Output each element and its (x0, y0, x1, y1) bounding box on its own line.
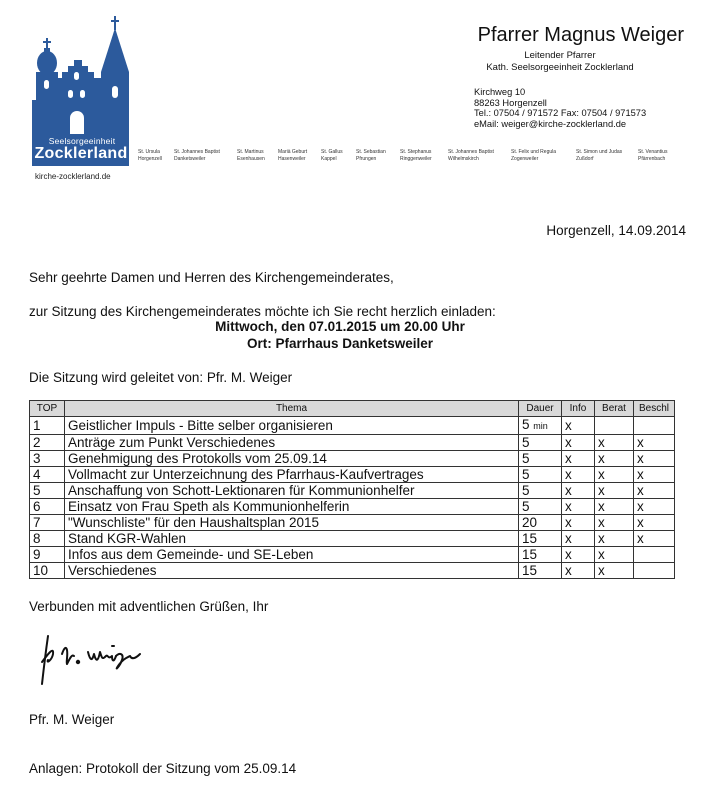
agenda-thema: Einsatz von Frau Speth als Kommunionhelferin (65, 499, 519, 515)
agenda-row (30, 515, 675, 531)
agenda-info: x (562, 499, 595, 515)
agenda-info: x (562, 515, 595, 531)
agenda-thema: Anträge zum Punkt Verschiedenes (65, 435, 519, 451)
logo-text-line1: Seelsorgeeinheit (48, 136, 116, 146)
header-berat: Berat (595, 401, 634, 417)
agenda-berat: x (595, 563, 634, 579)
agenda-row (30, 531, 675, 547)
agenda-dauer: 5 (519, 499, 562, 515)
address-block (474, 87, 646, 129)
agenda-info: x (562, 483, 595, 499)
agenda-thema: Infos aus dem Gemeinde- und SE-Leben (65, 547, 519, 563)
address-city: 88263 Horgenzell (474, 97, 547, 108)
signature (36, 632, 176, 687)
agenda-thema: Geistlicher Impuls - Bitte selber organisieren (65, 417, 519, 435)
agenda-thema: Genehmigung des Protokolls vom 25.09.14 (65, 451, 519, 467)
agenda-beschl (634, 563, 675, 579)
address-email[interactable]: eMail: weiger@kirche-zocklerland.de (474, 118, 627, 129)
agenda-dauer: 15 (519, 563, 562, 579)
agenda-dauer: 5 (519, 467, 562, 483)
agenda-dauer: 5 (519, 435, 562, 451)
agenda-thema: Stand KGR-Wahlen (65, 531, 519, 547)
pastor-name: Pfarrer Magnus Weiger (477, 24, 684, 46)
parish-item: St. Simon und Judas Zußdorf (576, 149, 623, 162)
agenda-row (30, 435, 675, 451)
signer-name: Pfr. M. Weiger (29, 712, 115, 727)
salutation: Sehr geehrte Damen und Herren des Kirchengemeinderates, (29, 270, 394, 285)
agenda-beschl (634, 547, 675, 563)
agenda-thema: Anschaffung von Schott-Lektionaren für Kommunionhelfer (65, 483, 519, 499)
agenda-beschl: x (634, 435, 675, 451)
agenda-table (29, 400, 675, 579)
agenda-berat: x (595, 435, 634, 451)
agenda-top: 7 (30, 515, 65, 531)
invitation-text: zur Sitzung des Kirchengemeinderates möchte ich Sie recht herzlich einladen: (29, 304, 496, 319)
agenda-row (30, 563, 675, 579)
agenda-dauer: 5 (519, 451, 562, 467)
agenda-beschl: x (634, 499, 675, 515)
meeting-date: Mittwoch, den 07.01.2015 um 20.00 Uhr (215, 319, 465, 334)
agenda-dauer: 20 (519, 515, 562, 531)
meeting-place: Ort: Pfarrhaus Danketsweiler (246, 336, 434, 351)
agenda-info: x (562, 435, 595, 451)
agenda-berat: x (595, 499, 634, 515)
attachments-text: Anlagen: Protokoll der Sitzung vom 25.09.14 (29, 761, 297, 776)
closing-text: Verbunden mit adventlichen Grüßen, Ihr (29, 599, 269, 614)
agenda-top: 1 (30, 417, 65, 435)
parish-item: St. Johannes Baptist Wilhelmskirch (448, 149, 494, 162)
agenda-thema: "Wunschliste" für den Haushaltsplan 2015 (65, 515, 519, 531)
parish-item: Mariä Geburt Hasenweiler (278, 149, 308, 162)
agenda-header-row (30, 401, 675, 417)
header-beschl: Beschl (634, 401, 675, 417)
agenda-berat: x (595, 515, 634, 531)
agenda-row (30, 467, 675, 483)
agenda-berat: x (595, 451, 634, 467)
chair-text: Die Sitzung wird geleitet von: Pfr. M. Weiger (29, 370, 293, 385)
agenda-row (30, 547, 675, 563)
parish-item: St. Martinus Esenhausen (237, 149, 265, 162)
agenda-dauer: 15 (519, 531, 562, 547)
header-dauer: Dauer (519, 401, 562, 417)
agenda-row (30, 417, 675, 435)
letter-date: Horgenzell, 14.09.2014 (546, 223, 686, 238)
agenda-info: x (562, 417, 595, 435)
agenda-berat: x (595, 547, 634, 563)
agenda-beschl: x (634, 467, 675, 483)
agenda-info: x (562, 467, 595, 483)
agenda-dauer: 15 (519, 547, 562, 563)
header-top: TOP (30, 401, 65, 417)
agenda-row (30, 499, 675, 515)
pastor-title: Leitender Pfarrer (524, 50, 596, 61)
agenda-row (30, 483, 675, 499)
agenda-dauer: 5 min (519, 417, 562, 435)
agenda-berat: x (595, 531, 634, 547)
agenda-top: 8 (30, 531, 65, 547)
header-info: Info (562, 401, 595, 417)
logo-text-line2: Zocklerland (34, 145, 128, 162)
agenda-berat: x (595, 467, 634, 483)
address-street: Kirchweg 10 (474, 87, 526, 97)
parish-item: St. Gallus Kappel (321, 149, 343, 162)
parish-item: St. Stephanus Ringgenweiler (400, 149, 432, 162)
agenda-beschl: x (634, 451, 675, 467)
parish-item: St. Johannes Baptist Danketsweiler (174, 149, 220, 162)
agenda-thema: Verschiedenes (65, 563, 519, 579)
agenda-dauer-unit: min (533, 421, 548, 431)
agenda-beschl: x (634, 531, 675, 547)
parish-item: St. Felix und Regula Zogenweiler (511, 149, 557, 162)
agenda-thema: Vollmacht zur Unterzeichnung des Pfarrhaus-Kaufvertrages (65, 467, 519, 483)
agenda-top: 2 (30, 435, 65, 451)
parish-item: St. Ursula Horgenzell (138, 149, 162, 162)
parish-item: St. Sebastian Pfrungen (356, 149, 386, 162)
agenda-berat (595, 417, 634, 435)
header-thema: Thema (65, 401, 519, 417)
parish-item: St. Venantius Pfärrenbach (638, 149, 668, 162)
agenda-top: 10 (30, 563, 65, 579)
agenda-top: 3 (30, 451, 65, 467)
agenda-info: x (562, 531, 595, 547)
agenda-beschl: x (634, 515, 675, 531)
agenda-top: 9 (30, 547, 65, 563)
pastor-unit: Kath. Seelsorgeeinheit Zocklerland (486, 62, 634, 73)
agenda-row (30, 451, 675, 467)
agenda-info: x (562, 563, 595, 579)
agenda-beschl: x (634, 483, 675, 499)
address-phone: Tel.: 07504 / 971572 Fax: 07504 / 971573 (474, 108, 647, 119)
agenda-dauer: 5 (519, 483, 562, 499)
website-link[interactable]: kirche-zocklerland.de (35, 172, 111, 181)
agenda-top: 6 (30, 499, 65, 515)
agenda-info: x (562, 451, 595, 467)
agenda-top: 5 (30, 483, 65, 499)
agenda-beschl (634, 417, 675, 435)
agenda-info: x (562, 547, 595, 563)
agenda-berat: x (595, 483, 634, 499)
agenda-top: 4 (30, 467, 65, 483)
